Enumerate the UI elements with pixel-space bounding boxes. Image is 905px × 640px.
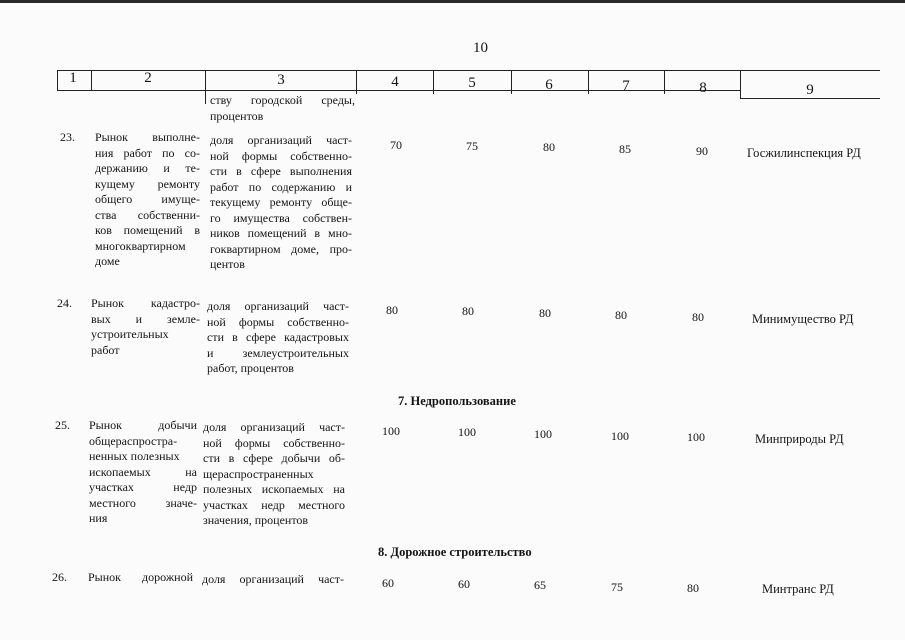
header-col-3: 3 <box>277 72 285 88</box>
value-col-6: 80 <box>539 306 551 320</box>
indicator-text: доля организаций част- ной формы собственно- сти в сфере кадастровых и землеустроительных работ, процентов <box>207 299 349 375</box>
header-vline <box>664 70 665 94</box>
value-col-5: 75 <box>466 139 478 153</box>
header-vline <box>356 70 357 94</box>
market-name: Рынок добычи общераспростра- ненных полезных ископаемых на участках недр местного значе- ния <box>89 418 197 525</box>
header-col-1: 1 <box>69 70 77 86</box>
market-name: Рынок выполне- ния работ по со- держанию и те- кущему ремонту общего имуще- ства собственни- ков помещений в многоквартирном доме <box>95 130 200 268</box>
value-col-5: 60 <box>458 577 470 591</box>
indicator-text: доля организаций част- <box>202 572 344 586</box>
responsible-organ: Минимущество РД <box>752 312 854 326</box>
row-number: 25. <box>55 418 70 432</box>
header-col-7: 7 <box>622 78 630 94</box>
value-col-8: 100 <box>687 430 705 444</box>
responsible-organ: Госжилинспекция РД <box>747 146 861 160</box>
value-col-4: 60 <box>382 576 394 590</box>
value-col-8: 80 <box>687 581 699 595</box>
header-vline <box>433 70 434 94</box>
responsible-organ: Минприроды РД <box>755 432 844 446</box>
header-col-9: 9 <box>806 82 814 98</box>
header-col-4: 4 <box>391 74 399 90</box>
value-col-6: 100 <box>534 427 552 441</box>
responsible-organ: Минтранс РД <box>762 582 834 596</box>
value-col-7: 85 <box>619 142 631 156</box>
value-col-4: 100 <box>382 424 400 438</box>
header-col-2: 2 <box>144 70 152 86</box>
value-col-7: 75 <box>611 580 623 594</box>
row-number: 23. <box>60 130 75 144</box>
value-col-8: 80 <box>692 310 704 324</box>
page-number: 10 <box>473 40 488 56</box>
header-vline <box>588 70 589 94</box>
value-col-5: 80 <box>462 304 474 318</box>
value-col-7: 80 <box>615 308 627 322</box>
market-name: Рынок кадастро- вых и земле- устроительных работ <box>91 296 200 357</box>
header-vline <box>205 70 206 104</box>
section-heading: 8. Дорожное строительство <box>378 545 532 559</box>
market-name: Рынок дорожной <box>88 570 193 584</box>
indicator-text: доля организаций част- ной формы собственно- сти в сфере добычи об- щераспространенных полезных ископаемых на участках недр местного значения, процентов <box>203 420 345 527</box>
value-col-6: 65 <box>534 578 546 592</box>
value-col-7: 100 <box>611 429 629 443</box>
row-number: 24. <box>57 296 72 310</box>
value-col-4: 80 <box>386 303 398 317</box>
value-col-5: 100 <box>458 425 476 439</box>
header-col-5: 5 <box>468 75 476 91</box>
header-vline <box>740 70 741 98</box>
header-vline <box>511 70 512 94</box>
row-number: 26. <box>52 570 67 584</box>
header-col-8: 8 <box>699 80 707 96</box>
top-border-line <box>0 0 905 3</box>
indicator-text: доля организаций част- ной формы собственно- сти в сфере выполнения работ по содержанию и текущему ремонту обще- го имущества собствен- ников помещений в мно- гоквартирном доме, про- центов <box>210 133 352 271</box>
header-col-6: 6 <box>545 77 553 93</box>
continuation-text: ству городской среды, процентов <box>210 93 355 123</box>
header-vline <box>91 70 92 90</box>
section-heading: 7. Недропользование <box>398 394 516 408</box>
value-col-6: 80 <box>543 140 555 154</box>
header-top-rule <box>57 70 880 71</box>
value-col-8: 90 <box>696 144 708 158</box>
value-col-4: 70 <box>390 138 402 152</box>
